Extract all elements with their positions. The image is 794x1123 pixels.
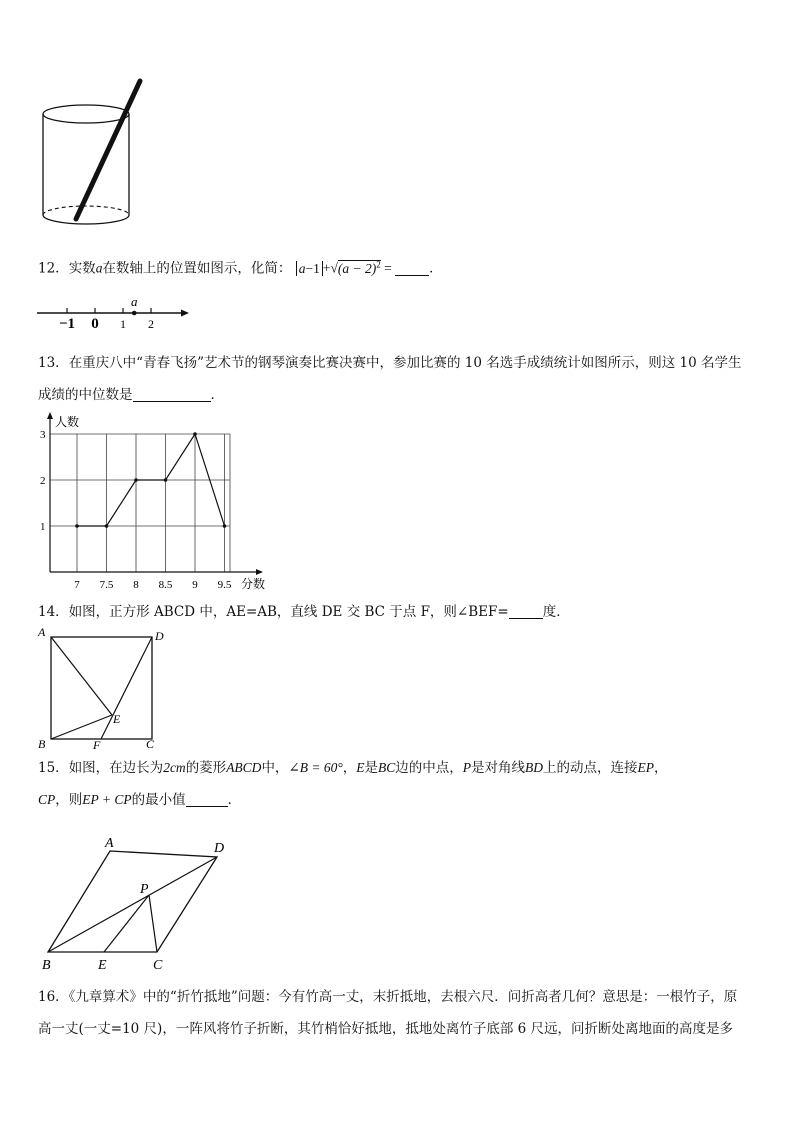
y-tick-label-1: 2: [40, 475, 46, 487]
data-point-5: [223, 524, 227, 528]
x-tick-label-1: 7.5: [99, 579, 114, 591]
q15-t8: 上的动点，连接: [543, 760, 638, 776]
number-line-arrow: [181, 310, 189, 317]
chart-grid: [50, 434, 230, 572]
cylinder-rod-figure: [36, 76, 146, 226]
q12-answer-blank[interactable]: [395, 261, 429, 276]
q15-p: P: [462, 760, 472, 775]
q16-line2: [38, 1020, 733, 1038]
data-point-3: [164, 478, 168, 482]
label-d: D: [155, 629, 164, 643]
tick-label-1: 0: [91, 316, 99, 332]
data-point-4: [193, 432, 197, 436]
q15-t4: ，: [342, 760, 357, 776]
label-c: C: [146, 737, 155, 751]
formula-a: a: [298, 260, 306, 276]
q14-text2: 度．: [542, 604, 570, 620]
label-b: B: [38, 737, 46, 751]
radicand-exponent: 2: [376, 259, 381, 269]
q15-bd: BD: [525, 760, 544, 775]
q15-cp: CP: [38, 792, 56, 807]
segment-ep: [104, 895, 149, 952]
x-tick-label-5: 9.5: [217, 579, 232, 591]
diagonal-bd: [48, 857, 217, 952]
label-e: E: [98, 958, 107, 973]
q15-answer-blank[interactable]: [186, 792, 228, 807]
q13-line1-text: 在重庆八中“青春飞扬”艺术节的钢琴演奏比赛决赛中，参加比赛的 10 名选手成绩统计如图所示，则这 10 名学生: [68, 355, 742, 371]
formula-plus: +: [322, 260, 331, 276]
q15-t2: 的菱形: [185, 760, 227, 776]
formula-eq: =: [384, 260, 392, 276]
q15-t6: 边的中点，: [395, 760, 463, 776]
q15-e: E: [356, 760, 365, 775]
q15-t3: 中，: [261, 760, 289, 776]
q13-line1: [38, 354, 742, 372]
q13-number: 13．: [38, 355, 69, 371]
rhombus-abcd: [48, 851, 217, 952]
x-tick-label-0: 7: [74, 579, 80, 591]
label-d: D: [214, 841, 225, 856]
point-a: [132, 311, 137, 316]
sqrt-radicand: [338, 260, 381, 276]
abs-bars: [296, 261, 323, 276]
cylinder-bottom-front: [43, 215, 129, 224]
q12-number: 12．: [38, 260, 69, 277]
q15-line1: [38, 759, 668, 777]
cylinder-top-ellipse: [43, 105, 129, 123]
label-c: C: [153, 958, 163, 973]
rod: [76, 81, 140, 219]
label-a: A: [38, 625, 46, 639]
q13-answer-blank[interactable]: [133, 387, 211, 402]
q16-line2-text: 高一丈(一丈=10 尺)，一阵风将竹子折断，其竹梢恰好抵地，抵地处离竹子底部 6 尺远，问折断处离地面的高度是多: [38, 1021, 733, 1037]
label-e: E: [113, 712, 121, 726]
radicand-text: (a − 2): [337, 260, 377, 276]
q12-formula: [296, 260, 395, 276]
q14-text1: 如图，正方形 ABCD 中，AE=AB，直线 DE 交 BC 于点 F，则∠BEF=: [68, 604, 509, 620]
label-p: P: [140, 882, 149, 897]
line-de: [101, 637, 152, 739]
tick-label-2: 1: [120, 317, 126, 331]
q12-text-before: 实数: [68, 260, 96, 277]
sqrt-sign: √: [330, 260, 338, 276]
cylinder-bottom-back: [43, 206, 129, 215]
x-tick-label-4: 9: [192, 579, 198, 591]
number-line: [34, 294, 194, 334]
q15-angle: ∠B = 60°: [288, 760, 343, 775]
tick-label-3: 2: [148, 317, 154, 331]
q14-text: [38, 603, 570, 621]
q15-t10: ，则: [55, 792, 83, 808]
q14-answer-blank[interactable]: [509, 604, 543, 619]
q15-abcd: ABCD: [226, 760, 262, 775]
q16-line1-text: 16．《九章算术》中的“折竹抵地”问题：今有竹高一丈，末折抵地，去根六尺．问折高者几何？意思是：一根竹子，原: [38, 989, 738, 1005]
q15-sum: EP + CP: [82, 792, 132, 807]
segment-ae: [51, 637, 112, 715]
q13-end: ．: [210, 387, 224, 403]
y-tick-label-0: 1: [40, 521, 46, 533]
score-chart: [34, 410, 274, 592]
square-abcd: [51, 637, 152, 739]
q15-number: 15．: [38, 760, 69, 776]
x-tick-label-2: 8: [133, 579, 139, 591]
q15-t7: 是对角线: [471, 760, 526, 776]
rhombus-figure: [36, 834, 256, 976]
square-figure: [34, 624, 174, 754]
y-axis-arrow: [47, 412, 53, 419]
q12-var: a: [95, 260, 103, 276]
y-axis-label: 人数: [55, 415, 80, 429]
q15-len: 2cm: [163, 760, 186, 775]
y-tick-label-2: 3: [40, 429, 46, 441]
q15-t1: 如图，在边长为: [68, 760, 164, 776]
x-tick-label-3: 8.5: [158, 579, 173, 591]
x-axis-arrow: [256, 569, 263, 575]
q15-t11: 的最小值: [131, 792, 186, 808]
q12-text: [38, 255, 443, 278]
segment-cp: [149, 895, 157, 952]
data-point-2: [134, 478, 138, 482]
data-point-0: [75, 524, 79, 528]
q12-end: ．: [429, 260, 443, 277]
q13-line2: [38, 386, 224, 404]
tick-label-0: −1: [58, 316, 76, 332]
q14-number: 14．: [38, 604, 69, 620]
q15-bc: BC: [378, 760, 396, 775]
q15-t5: 是: [364, 760, 379, 776]
q12-text-after: 在数轴上的位置如图示，化简：: [102, 260, 292, 277]
data-point-1: [105, 524, 109, 528]
formula-minus-1: −1: [305, 260, 320, 276]
q15-ep: EP: [637, 760, 655, 775]
x-axis-label: 分数: [241, 577, 266, 591]
point-a-label: a: [130, 294, 138, 309]
label-a: A: [105, 836, 114, 851]
q13-line2-text: 成绩的中位数是: [38, 387, 133, 403]
q16-line1: [38, 988, 737, 1006]
q15-line2: [38, 791, 241, 809]
q15-end: ．: [227, 792, 242, 808]
label-f: F: [93, 738, 101, 752]
q15-t9: ，: [654, 760, 668, 776]
label-b: B: [42, 958, 51, 973]
